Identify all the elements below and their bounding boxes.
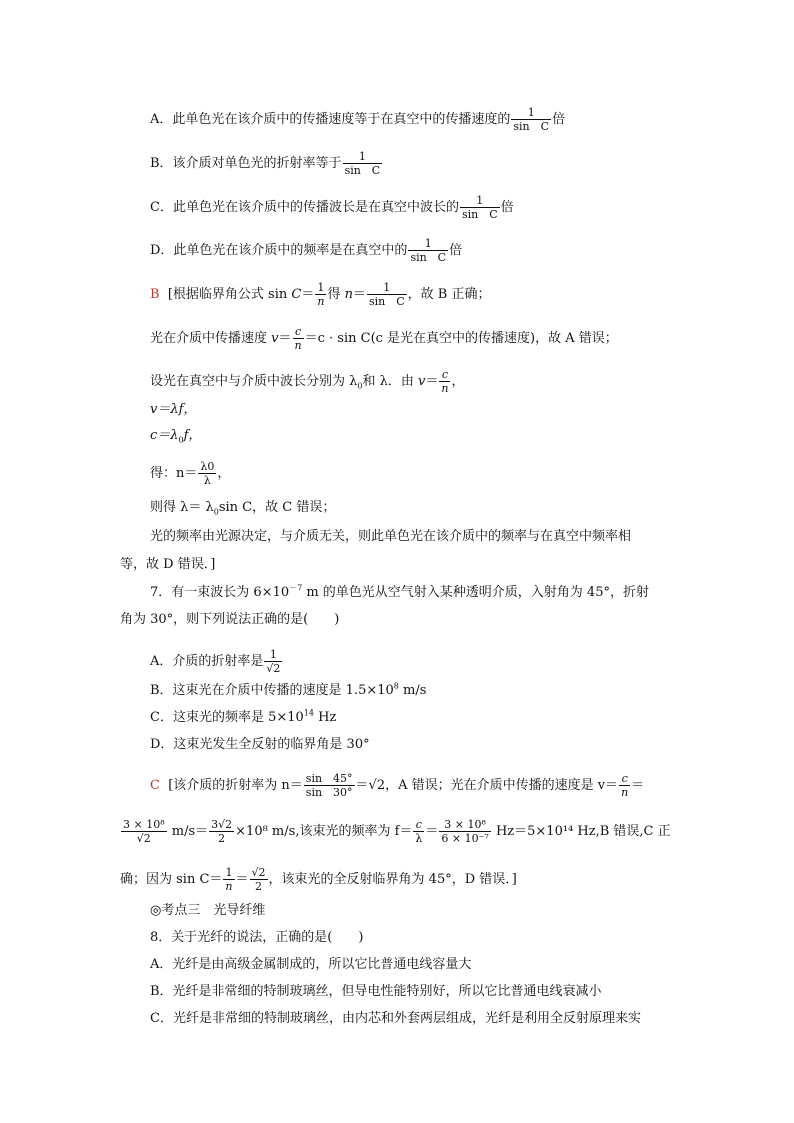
text: 则得 λ＝ λ — [150, 500, 214, 515]
fraction-denominator: 2 — [209, 831, 234, 845]
fraction — [460, 194, 500, 221]
fraction — [304, 772, 355, 799]
fraction — [619, 772, 630, 799]
q8-option-c: C．光纤是非常细的特制玻璃丝，由内芯和外套两层组成，光纤是利用全反射原理来实 — [150, 1011, 641, 1026]
fraction-denominator: n — [294, 339, 302, 352]
q6-option-a-tail: 倍 — [552, 112, 566, 127]
q7-option-d: D．这束光发生全反射的临界角是 30° — [150, 737, 370, 752]
fraction — [343, 150, 383, 177]
text: A．介质的折射率是 — [150, 654, 264, 669]
fraction — [209, 818, 234, 845]
text: ＝ — [235, 872, 249, 887]
text: Hz＝5×10¹⁴ Hz,B 错误,C 正 — [491, 824, 671, 839]
q6-option-a — [150, 106, 565, 133]
text: 得 — [327, 287, 345, 302]
fraction-denominator: √2 — [266, 662, 281, 675]
q6-explanation-line-5 — [150, 428, 201, 444]
q8-option-b: B．光纤是非常细的特制玻璃丝，但导电性能特别好，所以它比普通电线衰减小 — [150, 984, 602, 999]
q6-option-b — [150, 150, 383, 177]
fraction-numerator: 1 — [358, 150, 366, 163]
text: ＝√2，A 错误；光在介质中传播的速度是 v＝ — [355, 778, 619, 793]
q6-explanation-line-3 — [150, 368, 464, 395]
subscript: 0 — [178, 435, 184, 445]
q7-explanation-line-2 — [120, 818, 671, 845]
q7-explanation-line-1 — [150, 772, 644, 799]
text: ，该束光的全反射临界角为 45°，D 错误．] — [268, 872, 517, 887]
fraction — [250, 866, 268, 893]
fraction-numerator: 1 — [317, 281, 325, 294]
fraction — [439, 818, 490, 845]
text: m/s＝ — [167, 824, 209, 839]
fraction-numerator: 3 × 10⁸ — [123, 818, 165, 831]
fraction — [315, 281, 326, 308]
text: 得：n＝ — [150, 466, 198, 481]
fraction-denominator: √2 — [121, 831, 167, 845]
q6-option-c-tail: 倍 — [500, 200, 514, 215]
fraction — [511, 106, 551, 133]
superscript: －7 — [289, 583, 303, 593]
fraction-numerator: c — [415, 818, 422, 831]
text: 7．有一束波长为 6×10 — [150, 585, 290, 600]
text: [该介质的折射率为 n＝ — [168, 778, 303, 793]
superscript: 8 — [393, 681, 399, 691]
text: m 的单色光从空气射入某种透明介质，入射角为 45°，折射 — [302, 585, 649, 600]
text: Hz — [313, 710, 337, 725]
text: ＝ — [631, 778, 645, 793]
fraction-denominator: n — [621, 786, 629, 799]
fraction-denominator: sin 30° — [305, 786, 353, 799]
fraction — [223, 866, 234, 893]
fraction-numerator: 1 — [383, 281, 391, 294]
fraction-numerator: √2 — [251, 866, 266, 879]
fraction-numerator: λ0 — [200, 460, 215, 473]
fraction-denominator: sin C — [344, 164, 381, 177]
q7-explanation-line-3 — [120, 866, 517, 893]
text: ＝ — [352, 287, 366, 302]
q6-explanation-line-4: v＝λf， — [150, 402, 197, 417]
text: ＝ — [425, 374, 439, 389]
q6-option-c — [150, 194, 514, 221]
fraction — [413, 818, 424, 845]
fraction-numerator: c — [294, 325, 302, 338]
fraction-denominator: sin C — [513, 120, 550, 133]
q7-stem-line-1 — [150, 585, 649, 601]
fraction — [367, 281, 407, 308]
fraction-denominator: n — [441, 382, 449, 395]
fraction-numerator: 1 — [269, 648, 277, 661]
fraction-numerator: 3√2 — [211, 818, 233, 831]
text: 确；因为 sin C＝ — [120, 872, 223, 887]
fraction — [198, 460, 216, 487]
text: v — [271, 331, 279, 346]
q6-option-a-text: A．此单色光在该介质中的传播速度等于在真空中的传播速度的 — [150, 112, 511, 127]
text: m/s — [398, 683, 427, 698]
fraction-numerator: 1 — [424, 237, 432, 250]
q6-option-d — [150, 237, 462, 264]
text: ＝ — [425, 824, 439, 839]
fraction-denominator: n — [225, 880, 233, 893]
fraction-numerator: c — [621, 772, 628, 785]
superscript: 14 — [303, 708, 314, 718]
text: ， — [217, 466, 231, 481]
fraction-numerator: 1 — [225, 866, 233, 879]
fraction-numerator: c — [441, 368, 448, 381]
text: [根据临界角公式 sin — [167, 287, 292, 302]
answer-letter: B — [150, 287, 160, 302]
subscript: 0 — [357, 381, 363, 391]
q6-explanation-line-7 — [150, 500, 335, 516]
fraction-numerator: 1 — [527, 106, 535, 119]
text: C．这束光的频率是 5×10 — [150, 710, 304, 725]
q6-option-b-text: B．该介质对单色光的折射率等于 — [150, 156, 342, 171]
q6-explanation-line-8: 光的频率由光源决定，与介质无关，则此单色光在该介质中的频率与在真空中频率相 — [150, 529, 632, 544]
fraction-numerator: 1 — [476, 194, 484, 207]
q8-option-a: A．光纤是由高级金属制成的，所以它比普通电线容量大 — [150, 957, 472, 972]
q6-explanation-line-1 — [150, 281, 490, 308]
q7-option-a — [150, 648, 283, 675]
q7-stem-line-2: 角为 30°，则下列说法正确的是( ) — [120, 612, 340, 627]
q7-option-b — [150, 683, 426, 699]
fraction-numerator: 3 × 10⁸ — [444, 818, 486, 831]
text: ＝ — [301, 287, 315, 302]
q8-stem: 8．关于光纤的说法，正确的是( ) — [150, 930, 364, 945]
fraction-denominator: n — [317, 295, 325, 308]
section-heading: ◎考点三 光导纤维 — [150, 903, 266, 918]
text: C — [291, 287, 302, 302]
q6-explanation-line-6 — [150, 460, 230, 487]
fraction-denominator: sin C — [368, 295, 405, 308]
text: 和 λ．由 — [362, 374, 418, 389]
fraction-denominator: 6 × 10⁻⁷ — [441, 832, 489, 845]
text: v — [417, 374, 426, 389]
text: c＝λ — [150, 428, 179, 443]
text: ×10⁸ m/s,该束光的频率为 f＝ — [235, 824, 413, 839]
fraction — [264, 648, 282, 675]
fraction-denominator: λ — [198, 473, 216, 487]
fraction — [439, 368, 450, 395]
fraction-denominator: λ — [415, 832, 423, 845]
text: B．这束光在介质中传播的速度是 1.5×10 — [150, 683, 394, 698]
text: ， — [451, 374, 465, 389]
q6-option-d-tail: 倍 — [449, 243, 463, 258]
fraction-numerator: sin 45° — [305, 772, 353, 785]
fraction-denominator: sin C — [461, 208, 498, 221]
text: 设光在真空中与介质中波长分别为 λ — [150, 374, 358, 389]
text: 光在介质中传播速度 — [150, 331, 272, 346]
fraction — [121, 818, 167, 845]
text: f， — [183, 428, 202, 443]
q6-explanation-line-9: 等，故 D 错误．] — [120, 557, 216, 572]
text: ＝c · sin C(c 是光在真空中的传播速度)，故 A 错误； — [304, 331, 618, 346]
fraction — [293, 325, 304, 352]
text: n — [344, 287, 353, 302]
q7-option-c — [150, 710, 336, 726]
answer-letter: C — [150, 778, 160, 793]
text: sin C，故 C 错误； — [218, 500, 336, 515]
fraction — [408, 237, 448, 264]
text: ，故 B 正确； — [407, 287, 491, 302]
text: ＝ — [278, 331, 292, 346]
fraction-denominator: sin C — [410, 251, 447, 264]
q6-explanation-line-2 — [150, 325, 618, 352]
fraction-denominator: 2 — [250, 879, 268, 893]
q6-option-c-text: C．此单色光在该介质中的传播波长是在真空中波长的 — [150, 200, 459, 215]
subscript: 0 — [213, 507, 219, 517]
q6-option-d-text: D．此单色光在该介质中的频率是在真空中的 — [150, 243, 408, 258]
